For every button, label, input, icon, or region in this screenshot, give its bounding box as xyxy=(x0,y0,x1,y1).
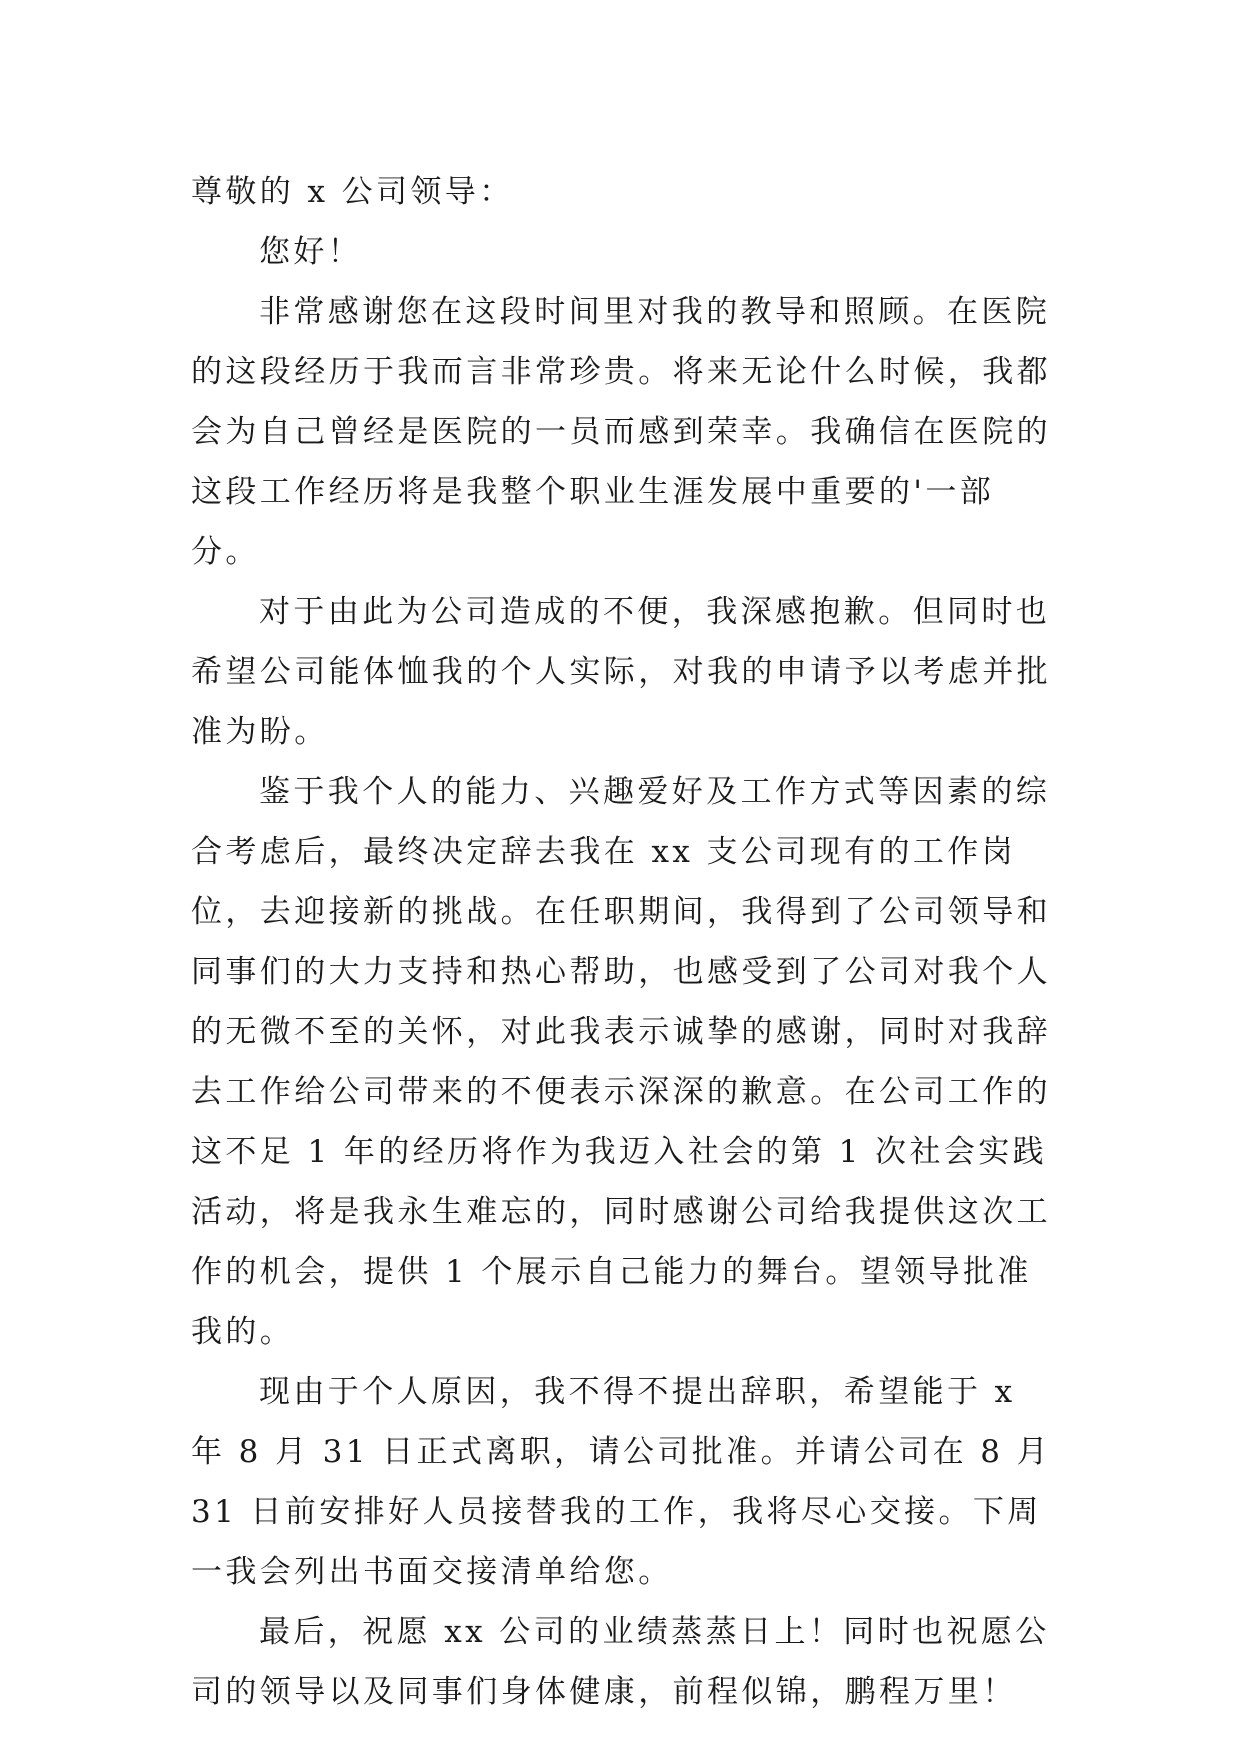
salutation: 尊敬的 x 公司领导： xyxy=(191,174,514,210)
paragraph-apology: 对于由此为公司造成的不便，我深感抱歉。但同时也希望公司能体恤我的个人实际，对我的申请予以考虑并批准为盼。 xyxy=(191,594,1051,750)
greeting: 您好！ xyxy=(259,234,363,270)
paragraph-closing-wishes: 最后，祝愿 xx 公司的业绩蒸蒸日上！同时也祝愿公司的领导以及同事们身体健康，前程似锦，鹏程万里！ xyxy=(191,1614,1050,1710)
letter-body xyxy=(191,162,1053,1722)
paragraph-resignation-reason: 鉴于我个人的能力、兴趣爱好及工作方式等因素的综合考虑后，最终决定辞去我在 xx 支公司现有的工作岗位，去迎接新的挑战。在任职期间，我得到了公司领导和同事们的大力支持和热心帮助，也感受到了公司对我个人的无微不至的关怀，对此我表示诚挚的感谢，同时对我辞去工作给公司带来的不便表示深深的歉意。在公司工作的这不足 1 年的经历将作为我迈入社会的第 1 次社会实践活动，将是我永生难忘的，同时感谢公司给我提供这次工作的机会，提供 1 个展示自己能力的舞台。望领导批准我的。 xyxy=(191,774,1051,1350)
paragraph-gratitude: 非常感谢您在这段时间里对我的教导和照顾。在医院的这段经历于我而言非常珍贵。将来无论什么时候，我都会为自己曾经是医院的一员而感到荣幸。我确信在医院的这段工作经历将是我整个职业生涯发展中重要的'一部分。 xyxy=(191,294,1051,570)
paragraph-departure-date: 现由于个人原因，我不得不提出辞职，希望能于 x 年 8 月 31 日正式离职，请公司批准。并请公司在 8 月 31 日前安排好人员接替我的工作，我将尽心交接。下周一我会列出书面交接清单给您。 xyxy=(191,1374,1052,1590)
